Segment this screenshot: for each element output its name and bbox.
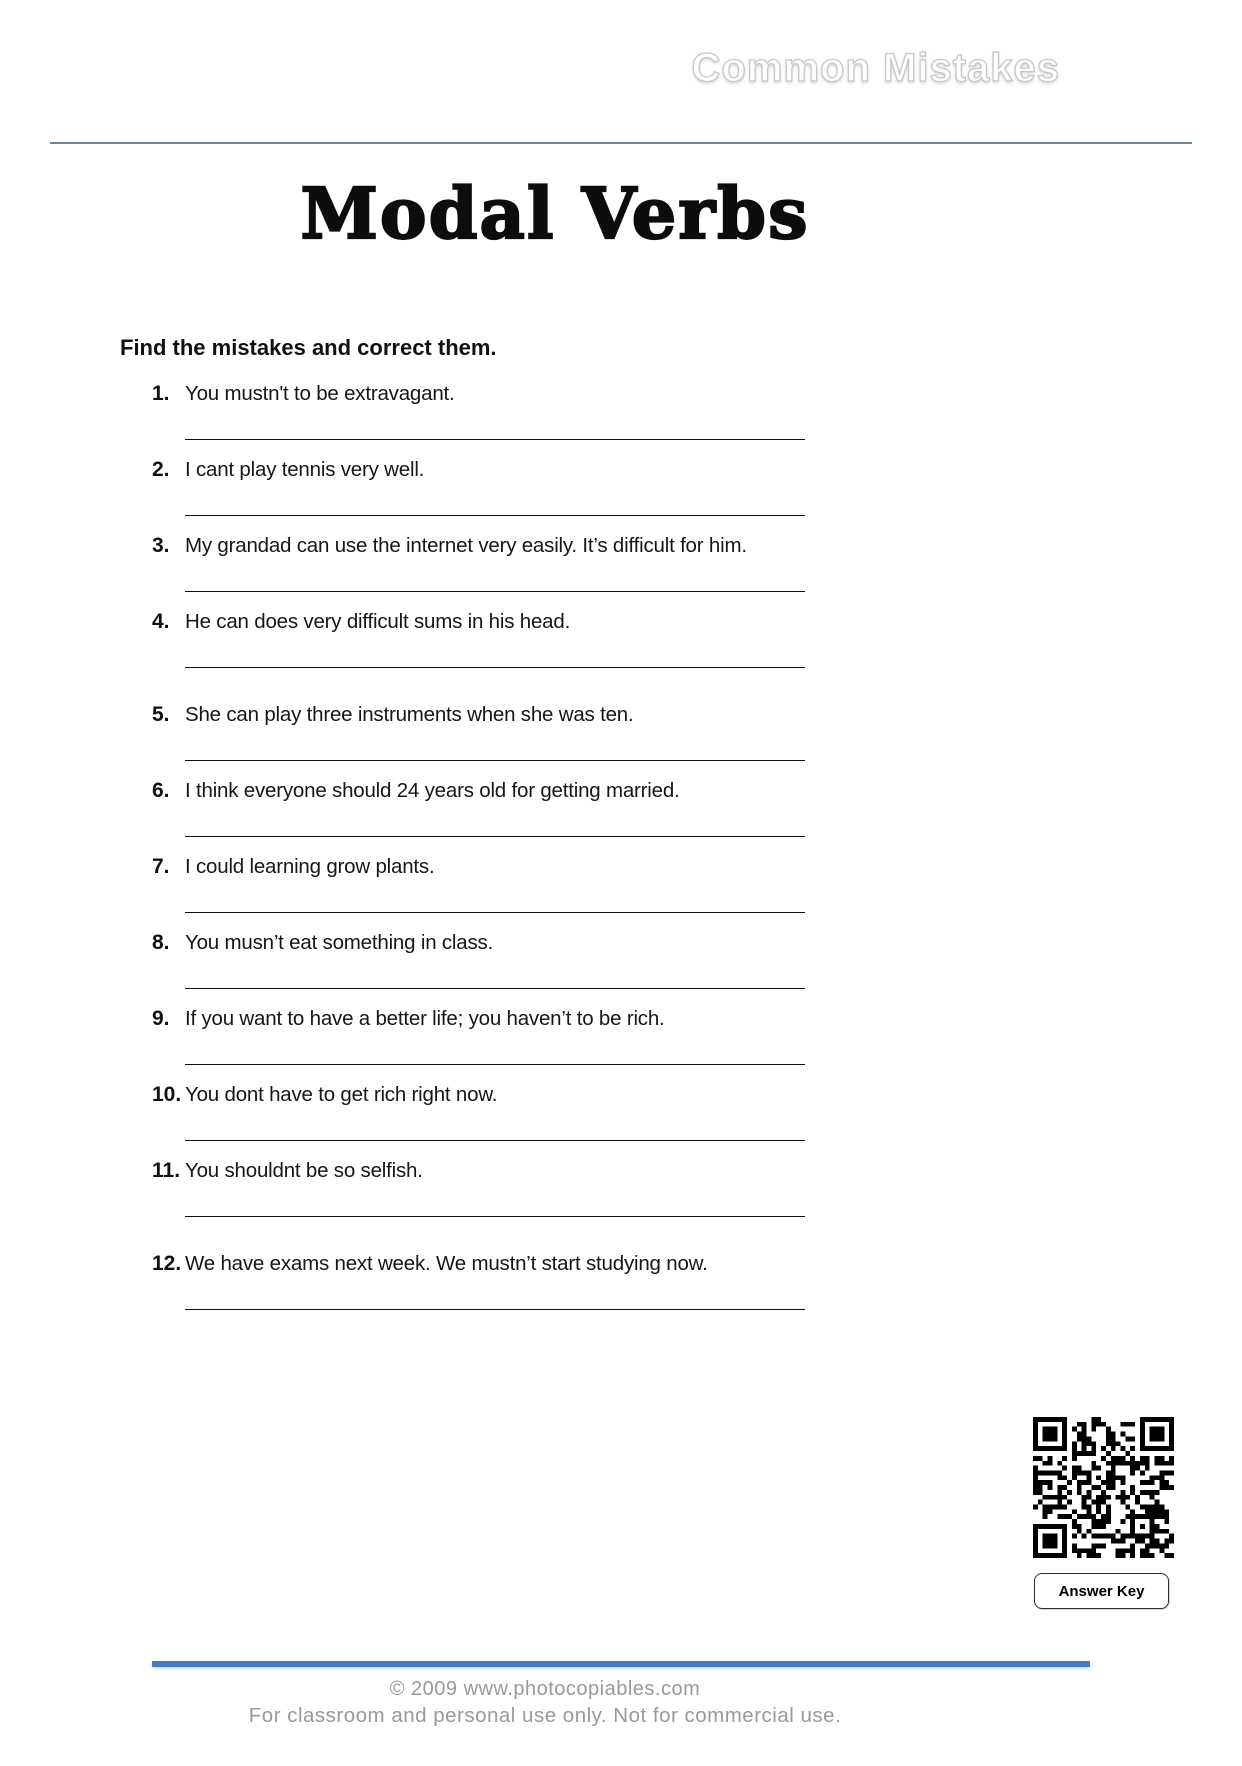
item-number: 10. (152, 1083, 182, 1106)
answer-blank-line (185, 515, 805, 516)
answer-key-button[interactable]: Answer Key (1034, 1573, 1169, 1609)
footer-divider-bar (152, 1661, 1090, 1667)
answer-blank-line (185, 1309, 805, 1310)
answer-blank-line (185, 1064, 805, 1065)
exercise-item-6 (120, 779, 860, 855)
item-number: 7. (152, 855, 170, 878)
footer (120, 1676, 970, 1730)
item-number: 4. (152, 610, 170, 633)
item-number: 5. (152, 703, 170, 726)
exercise-item-1 (120, 382, 860, 458)
item-sentence: You musn’t eat something in class. (185, 931, 494, 954)
item-sentence: My grandad can use the internet very easily. It’s difficult for him. (185, 534, 747, 557)
answer-blank-line (185, 1140, 805, 1141)
item-sentence: I could learning grow plants. (185, 855, 435, 878)
item-sentence: I cant play tennis very well. (185, 458, 425, 481)
item-number: 12. (152, 1252, 182, 1275)
exercise-item-3 (120, 534, 860, 610)
item-sentence: You dont have to get rich right now. (185, 1083, 498, 1106)
header-divider (50, 142, 1192, 144)
answer-blank-line (185, 1216, 805, 1217)
exercise-item-9 (120, 1007, 860, 1083)
item-number: 11. (152, 1159, 181, 1182)
footer-copyright: © 2009 www.photocopiables.com (389, 1678, 701, 1700)
exercise-item-7 (120, 855, 860, 931)
exercise-item-10 (120, 1083, 860, 1159)
item-number: 2. (152, 458, 170, 481)
item-sentence: He can does very difficult sums in his head. (185, 610, 571, 633)
page-title: Modal Verbs (300, 172, 810, 255)
exercise-item-2 (120, 458, 860, 534)
instruction-text: Find the mistakes and correct them. (120, 335, 497, 360)
exercise-content (120, 335, 860, 1328)
watermark-common-mistakes: Common Mistakes (691, 46, 1060, 90)
item-number: 8. (152, 931, 170, 954)
exercise-item-8 (120, 931, 860, 1007)
exercise-item-11 (120, 1159, 860, 1235)
item-sentence: You shouldnt be so selfish. (185, 1159, 423, 1182)
footer-usage-note: For classroom and personal use only. Not for commercial use. (248, 1704, 842, 1727)
item-sentence: If you want to have a better life; you haven’t to be rich. (185, 1007, 665, 1030)
item-sentence: You mustn't to be extravagant. (185, 382, 455, 405)
exercise-item-4 (120, 610, 860, 686)
item-number: 1. (152, 382, 170, 405)
item-sentence: I think everyone should 24 years old for getting married. (185, 779, 680, 802)
item-number: 6. (152, 779, 170, 802)
item-number: 3. (152, 534, 170, 557)
item-sentence: She can play three instruments when she was ten. (185, 703, 634, 726)
answer-blank-line (185, 836, 805, 837)
answer-blank-line (185, 439, 805, 440)
answer-blank-line (185, 912, 805, 913)
exercise-item-5 (120, 703, 860, 779)
item-number: 9. (152, 1007, 170, 1030)
answer-blank-line (185, 988, 805, 989)
answer-blank-line (185, 667, 805, 668)
item-sentence: We have exams next week. We mustn’t start studying now. (185, 1252, 708, 1275)
answer-blank-line (185, 591, 805, 592)
qr-code (1033, 1417, 1174, 1558)
exercise-item-12 (120, 1252, 860, 1328)
answer-blank-line (185, 760, 805, 761)
